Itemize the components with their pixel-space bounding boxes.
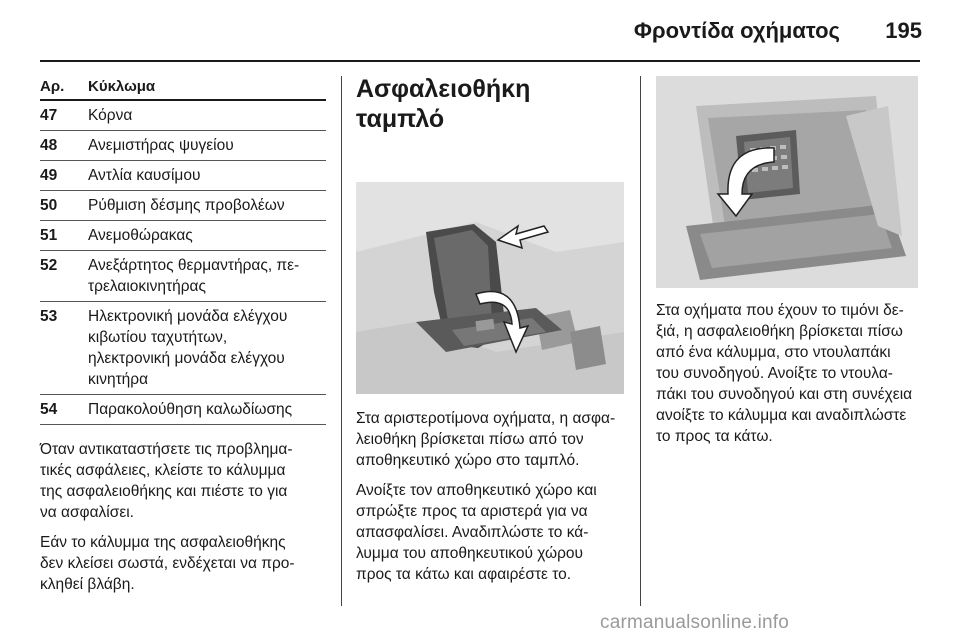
paragraph: Στα αριστεροτίμονα οχήματα, η ασφα- λειοθήκη βρίσκεται πίσω από τον αποθηκευτικό χώρο στο ταμπλό. (356, 410, 616, 469)
row-number: 52 (40, 257, 58, 274)
row-number: 51 (40, 227, 58, 244)
row-number: 48 (40, 137, 58, 154)
row-number: 50 (40, 197, 58, 214)
glovebox-illustration (656, 76, 918, 288)
row-text: Παρακολούθηση καλωδίωσης (88, 401, 293, 418)
fusebox-illustration (356, 182, 624, 394)
left-column (40, 76, 326, 595)
figure-glovebox-fusebox-lhd (356, 182, 624, 394)
section-title: Ασφαλειοθήκη ταμπλό (356, 75, 531, 133)
watermark: carmanualsonline.info (600, 612, 790, 633)
row-text: Αντλία καυσίμου (88, 167, 201, 184)
table-row (40, 251, 326, 302)
row-text: Ανεξάρτητος θερμαντήρας, πε- τρελαιοκινητήρας (88, 257, 300, 295)
table-row (40, 395, 326, 425)
right-column (656, 76, 926, 447)
column-divider-2 (640, 76, 641, 606)
row-text: Κόρνα (88, 107, 133, 124)
header-divider (40, 60, 920, 62)
paragraph: Εάν το κάλυμμα της ασφαλειοθήκης δεν κλείσει σωστά, ενδέχεται να προ- κληθεί βλάβη. (40, 534, 295, 593)
fuse-table-body (40, 101, 326, 425)
paragraph: Ανοίξτε τον αποθηκευτικό χώρο και σπρώξτε προς τα αριστερά για να απασφαλίσει. Αναδιπλώστε το κά- λυμμα του αποθηκευτικού χώρου προς τα κάτω και αφαιρέστε το. (356, 482, 597, 583)
table-row (40, 161, 326, 191)
table-row (40, 221, 326, 251)
table-row (40, 131, 326, 161)
row-number: 54 (40, 401, 58, 418)
row-number: 53 (40, 308, 58, 325)
page-title: Φροντίδα οχήματος (633, 18, 840, 43)
table-row (40, 302, 326, 395)
page-number: 195 (885, 18, 922, 43)
row-text: Ηλεκτρονική μονάδα ελέγχου κιβωτίου ταχυτήτων, ηλεκτρονική μονάδα ελέγχου κινητήρα (88, 308, 288, 388)
row-number: 49 (40, 167, 58, 184)
row-text: Ανεμοθώρακας (88, 227, 193, 244)
row-text: Ρύθμιση δέσμης προβολέων (88, 197, 285, 214)
paragraph: Όταν αντικαταστήσετε τις προβλημα- τικές ασφάλειες, κλείστε το κάλυμμα της ασφαλειοθήκης και πιέστε το για να ασφαλίσει. (40, 441, 293, 521)
row-text: Ανεμιστήρας ψυγείου (88, 137, 234, 154)
column-divider-1 (341, 76, 342, 606)
page-header (0, 0, 960, 62)
paragraph: Στα οχήματα που έχουν το τιμόνι δε- ξιά, η ασφαλειοθήκη βρίσκεται πίσω από ένα κάλυμμα, στο ντουλαπάκι του συνοδηγού. Ανοίξτε το ντουλα- πάκι του συνοδηγού και στη συνέχεια ανοίξτε το κάλυμμα και αναδιπλώστε το προς τα κάτω. (656, 302, 913, 445)
col-header-circuit: Κύκλωμα (88, 78, 156, 95)
col-header-number: Αρ. (40, 78, 65, 95)
table-row (40, 101, 326, 131)
fuse-table-header (40, 76, 326, 101)
row-number: 47 (40, 107, 58, 124)
figure-glovebox-fusebox-rhd (656, 76, 918, 288)
middle-column (356, 76, 624, 585)
table-row (40, 191, 326, 221)
